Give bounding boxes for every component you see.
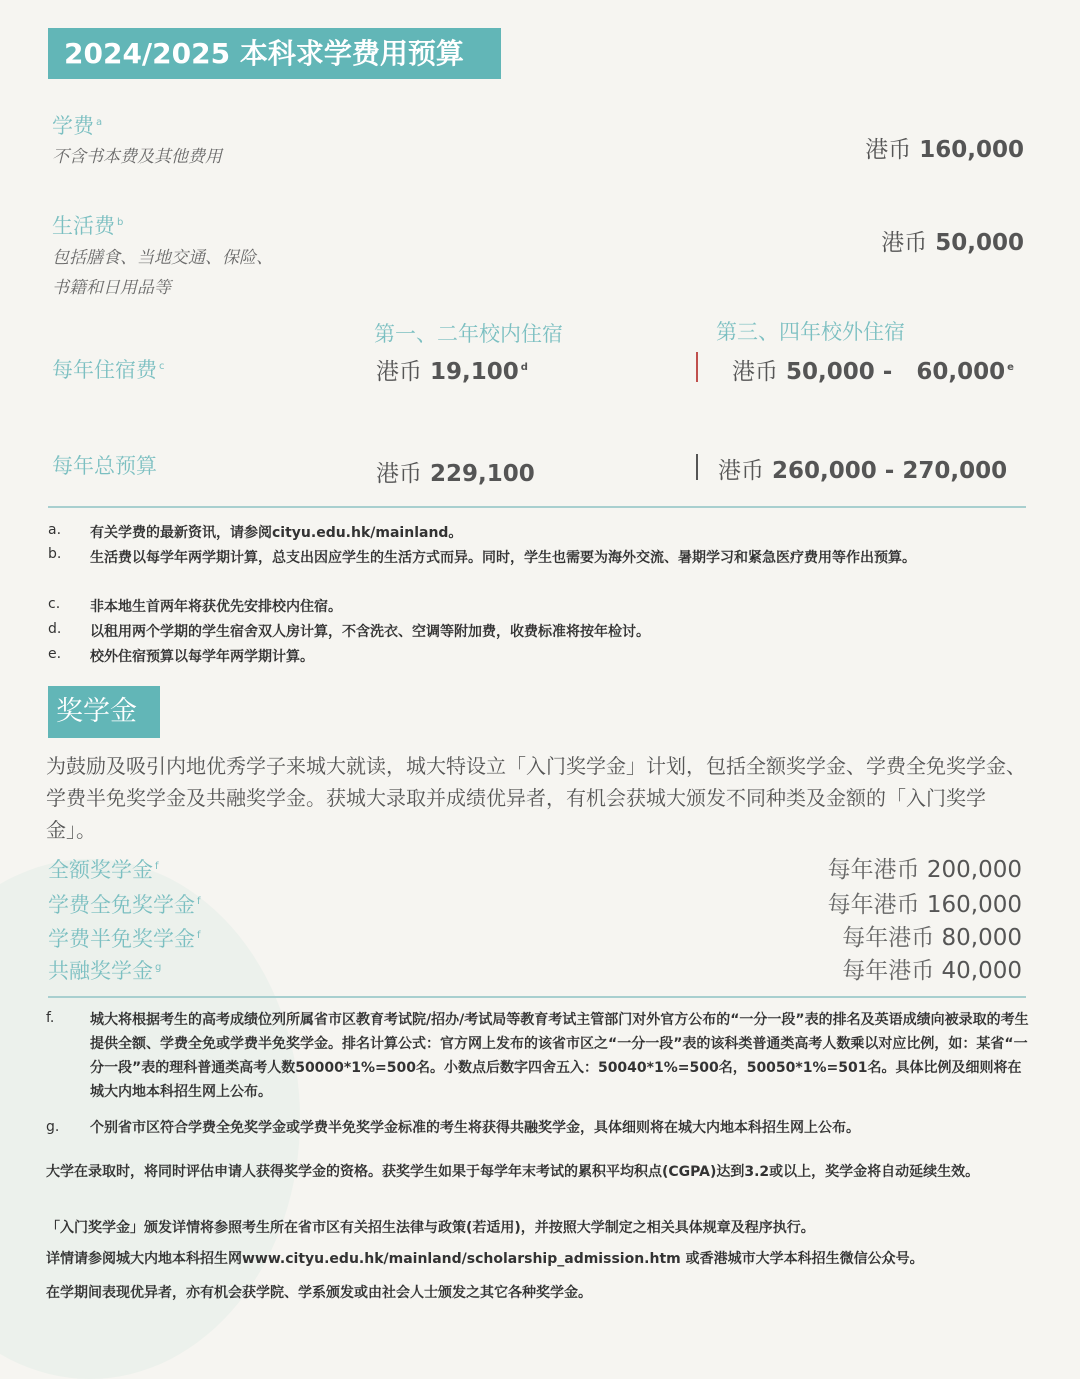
housing-off-campus-amount: 港币 50,000 - 60,000 $^e$ — [732, 359, 1014, 385]
living-cost-note-1: 包括膳食、当地交通、保险、 — [52, 248, 273, 268]
scholarship-inclusive-label: 共融奖学金 $^g$ — [48, 959, 162, 983]
page-title: 2024/2025 本科求学费用预算 — [64, 37, 464, 70]
note-text: 校外住宿预算以每学年两学期计算。 — [90, 649, 314, 665]
living-cost-label: 生活费 $^b$ — [52, 214, 124, 238]
divider — [48, 506, 1026, 508]
bottom-paragraph: 大学在录取时，将同时评估申请人获得奖学金的资格。获奖学生如果于每学年末考试的累积平均积点(CGPA)达到3.2或以上，奖学金将自动延续生效。 — [46, 1164, 980, 1180]
total-label: 每年总预算 — [52, 454, 157, 478]
living-cost-amount: 港币 50,000 — [881, 230, 1024, 256]
bottom-paragraph: 「入门奖学金」颁发详情将参照考生所在省市区有关招生法律与政策(若适用)，并按照大学制定之相关具体规章及程序执行。 — [46, 1220, 815, 1236]
note-key: e. — [48, 646, 62, 662]
note-key: b. — [48, 546, 62, 562]
tuition-label: 学费 $^a$ — [52, 114, 103, 138]
note-text: 非本地生首两年将获优先安排校内住宿。 — [90, 599, 342, 615]
total-off-campus-amount: 港币 260,000 - 270,000 — [718, 458, 1008, 484]
footnote-text: 城大将根据考生的高考成绩位列所属省市区教育考试院/招办/考试局等教育考试主管部门对外官方公布的“一分一段”表的排名及英语成绩向被录取的考生提供全额、学费全免或学费半免奖学金。排名计算公式：官方网上发布的该省市区之“一分一段”表的该科类普通类高考人数乘以对应比例，如：某省“一分一段”表的理科普通类高考人数50000*1%=500名。小数点后数字四舍五入：50040*1%=500名，50050*1%=501名。具体比例及细则将在城大内地本科招生网上公布。 — [90, 1012, 1029, 1100]
note-text: 有关学费的最新资讯，请参阅cityu.edu.hk/mainland。 — [90, 525, 463, 541]
column-divider — [696, 352, 698, 382]
note-text: 以租用两个学期的学生宿舍双人房计算，不含洗衣、空调等附加费，收费标准将按年检讨。 — [90, 624, 650, 640]
note-text: 生活费以每学年两学期计算，总支出因应学生的生活方式而异。同时，学生也需要为海外交流、暑期学习和紧急医疗费用等作出预算。 — [90, 550, 916, 566]
col-header-on-campus: 第一、二年校内住宿 — [374, 322, 563, 346]
scholarship-tuition-half-label: 学费半免奖学金 $^f$ — [48, 927, 201, 951]
housing-on-campus-amount: 港币 19,100 $^d$ — [376, 359, 528, 385]
scholarship-inclusive-amount: 每年港币 40,000 — [842, 958, 1022, 984]
housing-label: 每年住宿费 $^c$ — [52, 358, 165, 382]
note-key: d. — [48, 621, 62, 637]
footnote-key: f. — [46, 1010, 55, 1026]
note-key: a. — [48, 522, 62, 538]
divider — [48, 996, 1026, 998]
col-header-off-campus: 第三、四年校外住宿 — [716, 320, 905, 344]
scholarship-full-label: 全额奖学金 $^f$ — [48, 858, 159, 882]
living-cost-note-2: 书籍和日用品等 — [52, 278, 171, 298]
footnote-text: 个别省市区符合学费全免奖学金或学费半免奖学金标准的考生将获得共融奖学金，具体细则将在城大内地本科招生网上公布。 — [90, 1120, 860, 1136]
scholarship-tuition-half-amount: 每年港币 80,000 — [842, 925, 1022, 951]
scholarship-title: 奖学金 — [56, 696, 137, 727]
tuition-amount: 港币 160,000 — [865, 137, 1024, 163]
scholarship-tuition-full-amount: 每年港币 160,000 — [827, 892, 1022, 918]
scholarship-intro: 为鼓励及吸引内地优秀学子来城大就读，城大特设立「入门奖学金」计划，包括全额奖学金、学费全免奖学金、学费半免奖学金及共融奖学金。获城大录取并成绩优异者，有机会获城大颁发不同种类及金额的「入门奖学金」。 — [46, 754, 1026, 842]
scholarship-full-amount: 每年港币 200,000 — [827, 857, 1022, 883]
bottom-paragraph: 在学期间表现优异者，亦有机会获学院、学系颁发或由社会人士颁发之其它各种奖学金。 — [46, 1285, 592, 1301]
total-on-campus-amount: 港币 229,100 — [376, 461, 535, 487]
tuition-note: 不含书本费及其他费用 — [52, 147, 222, 167]
note-key: c. — [48, 596, 61, 612]
column-divider — [696, 454, 698, 480]
scholarship-tuition-full-label: 学费全免奖学金 $^f$ — [48, 893, 201, 917]
footnote-key: g. — [46, 1119, 60, 1135]
bottom-paragraph: 详情请参阅城大内地本科招生网www.cityu.edu.hk/mainland/scholarship_admission.htm 或香港城市大学本科招生微信公众号。 — [46, 1251, 924, 1267]
